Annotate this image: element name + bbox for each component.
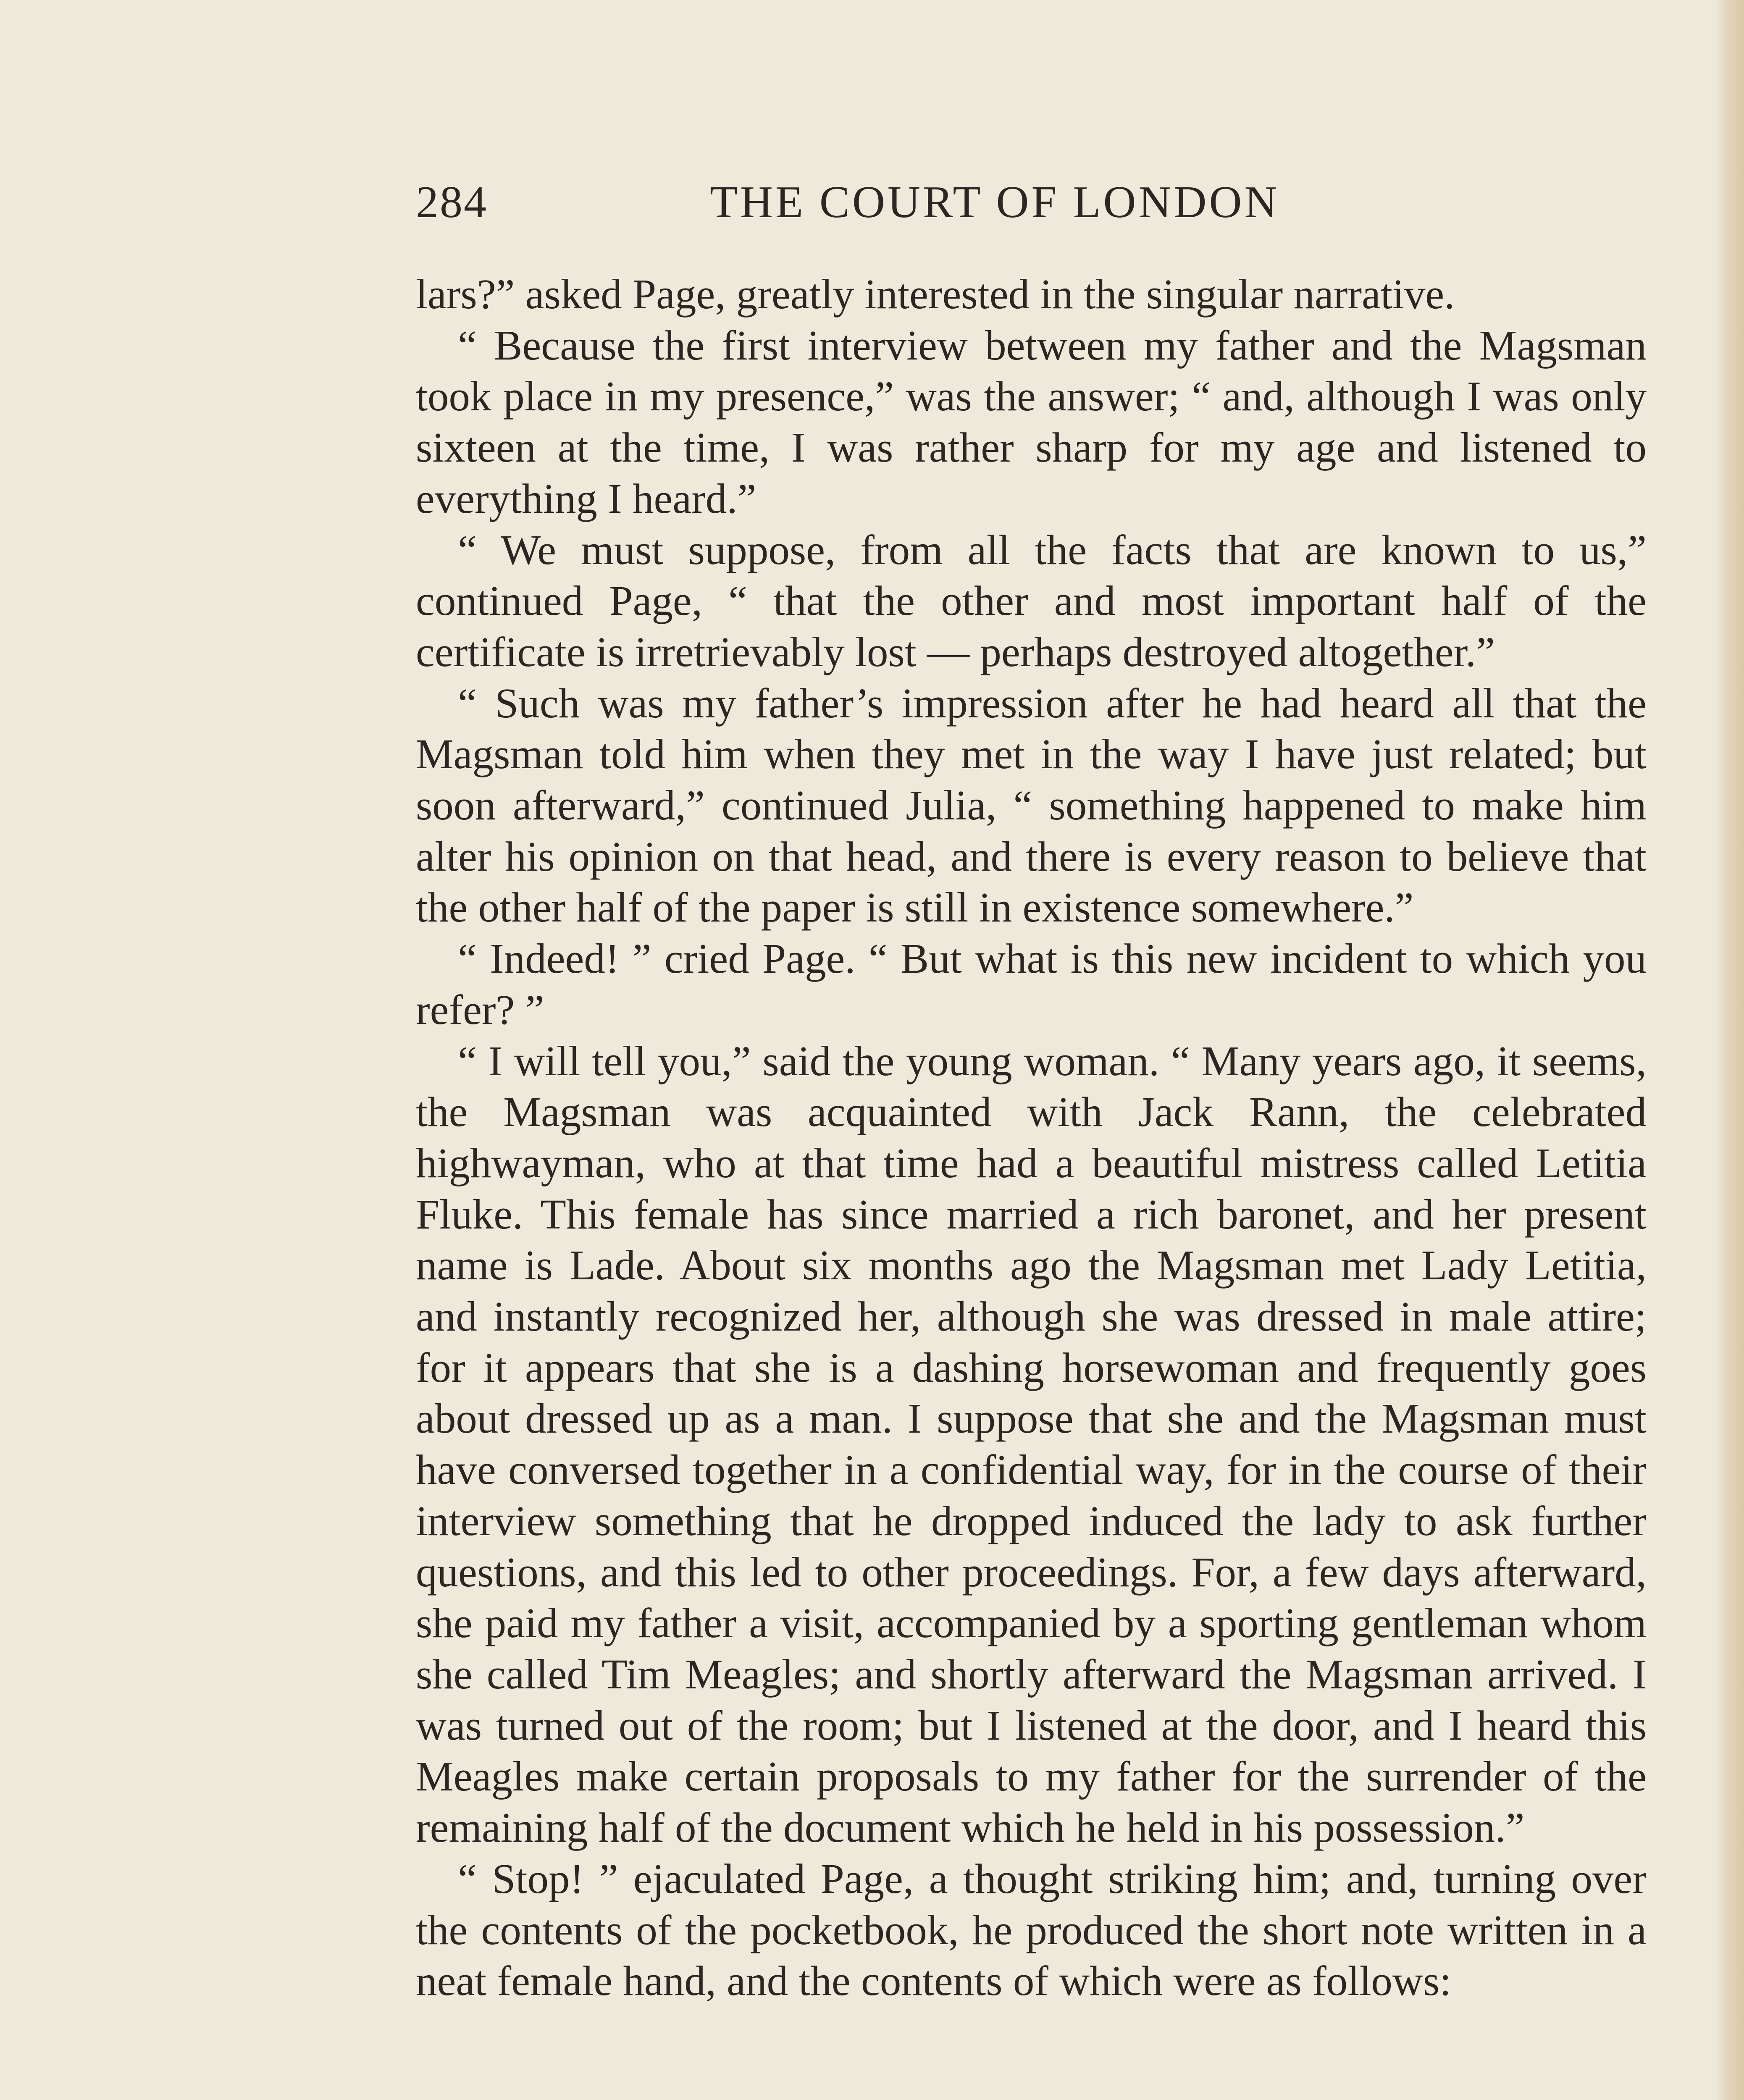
- page-number: 284: [416, 177, 488, 227]
- paragraph: “ We must suppose, from all the facts that are known to us,” continued Page, “ that the other and most important half of the certificate is irretrievably lost — perhaps destroyed altogether.”: [416, 526, 1647, 675]
- paragraph: “ Stop! ” ejaculated Page, a thought striking him; and, turning over the contents of the pocketbook, he produced the short note written in a neat female hand, and the contents of which were as follows:: [416, 1855, 1647, 2005]
- body-text: [416, 269, 1647, 2007]
- running-head: [416, 176, 1647, 244]
- paragraph: lars?” asked Page, greatly interested in the singular narrative.: [416, 270, 1455, 318]
- paragraph: “ Because the first interview between my father and the Magsman took place in my presence,” was the answer; “ and, although I was only sixteen at the time, I was rather sharp for my age and listened to everything I heard.”: [416, 321, 1647, 522]
- paragraph: “ Such was my father’s impression after he had heard all that the Magsman told him when they met in the way I have just related; but soon afterward,” continued Julia, “ something happened to make him alter his opinion on that head, and there is every reason to believe that the other half of the paper is still in existence somewhere.”: [416, 679, 1647, 931]
- book-title: THE COURT OF LONDON: [710, 177, 1280, 227]
- paragraph: “ I will tell you,” said the young woman. “ Many years ago, it seems, the Magsman was acquainted with Jack Rann, the celebrated highwayman, who at that time had a beautiful mistress called Letitia Fluke. This female has since married a rich baronet, and her present name is Lade. About six months ago the Magsman met Lady Letitia, and instantly recognized her, although she was dressed in male attire; for it appears that she is a dashing horsewoman and frequently goes about dressed up as a man. I suppose that she and the Magsman must have conversed together in a confidential way, for in the course of their interview something that he dropped induced the lady to ask further questions, and this led to other proceedings. For, a few days afterward, she paid my father a visit, accompanied by a sporting gentleman whom she called Tim Meagles; and shortly afterward the Magsman arrived. I was turned out of the room; but I listened at the door, and I heard this Meagles make certain proposals to my father for the surrender of the remaining half of the document which he held in his possession.”: [416, 1037, 1647, 1851]
- page-edge-shadow: [1715, 0, 1744, 2100]
- paragraph: “ Indeed! ” cried Page. “ But what is this new incident to which you refer? ”: [416, 935, 1647, 1033]
